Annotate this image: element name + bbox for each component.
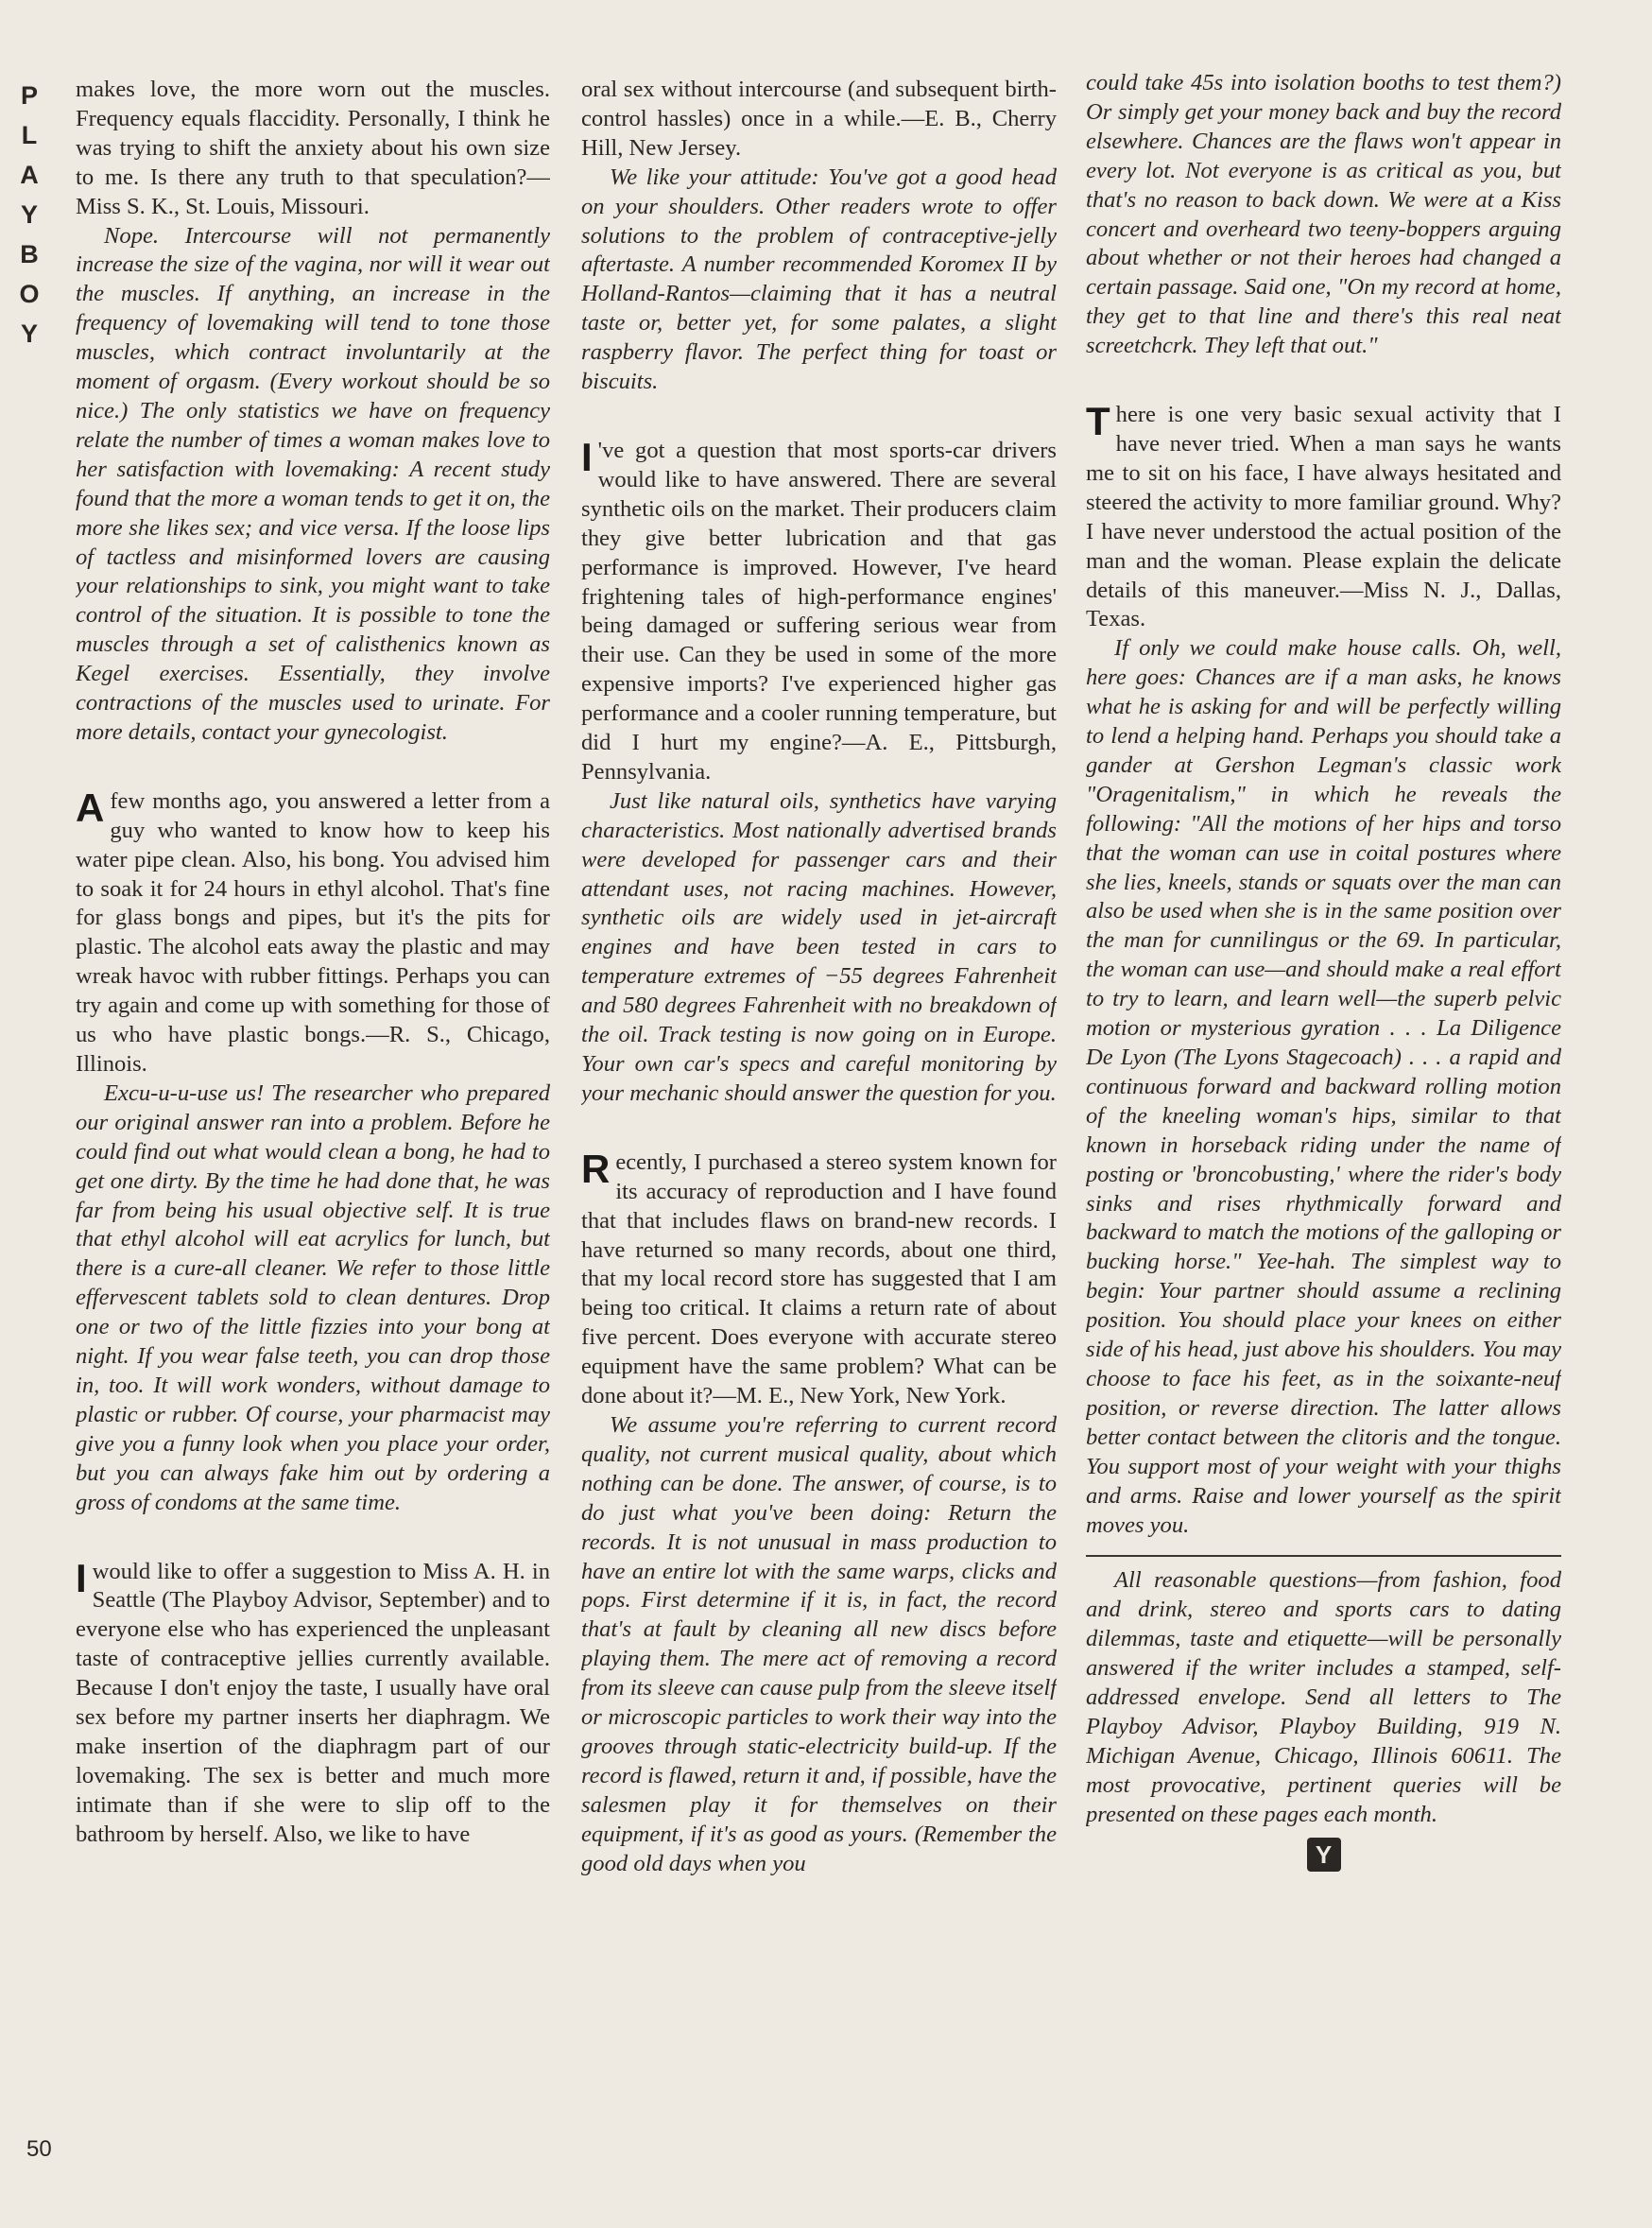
letter-body: ecently, I purchased a stereo system known for its accuracy of reproduction and I have found that that includes flaws on brand-new records. I have returned so many records, about one third, that my local record store has suggested that I am being too critical. It claims a return rate of about five percent. Does everyone with accurate stereo equipment have the same problem? What can be done about it?—M. E., New York, New York.: [581, 1149, 1057, 1409]
letter-body: would like to offer a suggestion to Miss A. H. in Seattle (The Playboy Advisor, September) and to everyone else who has experienced the unpleasant taste of contraceptive jellies currently available. Because I don't enjoy the taste, I usually have oral sex before my partner inserts her diaphragm. We make insertion of the diaphragm part of our lovemaking. The sex is better and much more intimate than if she were to slip off to the bathroom by herself. Also, we like to have: [76, 1558, 550, 1847]
drop-cap: I: [76, 1555, 87, 1600]
answer-continuation: could take 45s into isolation booths to test them?) Or simply get your money back and buy the record elsewhere. Chances are the flaws won't appear in every lot. Not everyone is as critical as you, but that's no reason to back down. We were at a Kiss concert and overheard two teeny-boppers arguing about whether or not their heroes had changed a certain passage. Said one, "On my record at home, they get to that line and there's this real neat screetchcrk. They left that out.": [1086, 70, 1561, 359]
text-column-3: [1086, 69, 1561, 2168]
advisor-answer: Excu-u-u-use us! The researcher who prepared our original answer ran into a problem. Before he could find out what would clean a bong, he had to get one dirty. By the time he had done that, he was far from being his usual objective self. It is true that ethyl alcohol will eat acrylics for lunch, but there is a cure-all cleaner. We refer to those little effervescent tablets sold to clean dentures. Drop one or two of the little fizzies into your bong at night. If you wear false teeth, you can drop those in, too. It will work wonders, without damage to plastic or rubber. Of course, your pharmacist may give you a funny look when you place your order, but you can always fake him out by ordering a gross of condoms at the same time.: [76, 1079, 550, 1515]
end-mark-icon: Y: [1307, 1838, 1341, 1872]
running-head-letter: P: [20, 81, 38, 110]
running-head-letter: O: [19, 280, 40, 308]
advisor-answer: If only we could make house calls. Oh, well, here goes: Chances are if a man asks, he knows what he is asking for and will be perfectly willing to lend a helping hand. Perhaps you should take a gander at Gershon Legman's classic work "Oragenitalism," in which he reveals the following: "All the motions of her hips and torso that the woman can use in coital postures where she lies, kneels, stands or squats over the man can also be used when she is in the same position over the man for cunnilingus or the 69. In particular, the woman can use—and should make a real effort to try to learn, and learn well—the superb pelvic motion or mysterious gyration . . . La Diligence De Lyon (The Lyons Stagecoach) . . . a rapid and continuous forward and backward rolling motion of the kneeling woman's hips, similar to that known in horseback riding under the name of posting or 'broncobusting,' where the rider's body sinks and rises rhythmically forward and backward to match the motions of the galloping or bucking horse." Yee-hah. The simplest way to begin: Your partner should assume a reclining position. You should place your knees on either side of his head, just above his shoulders. You may choose to face his feet, as in the soixante-neuf position, or reverse direction. The latter allows better contact between the clitoris and the tongue. You support most of your weight with your thighs and arms. Raise and lower yourself as the spirit moves you.: [1086, 635, 1561, 1538]
reader-letter: [581, 1146, 1057, 1411]
advisor-answer: We assume you're referring to current record quality, not current musical quality, about which nothing can be done. The answer, of course, is to do just what you've been doing: Return the records. It is not unusual in mass production to have an entire lot with the same warps, clicks and pops. First determine if it is, in fact, the record that's at fault by cleaning all new discs before playing them. The mere act of removing a record from its sleeve can cause pulp from the sleeve itself or microscopic particles to work their way into the grooves through static-electricity build-up. If the record is flawed, return it and, if possible, have the salesmen play it for themselves on their equipment, if it's as good as yours. (Remember the good old days when you: [581, 1411, 1057, 1876]
drop-cap: A: [76, 785, 105, 830]
running-head-letter: Y: [20, 200, 38, 229]
drop-cap: I: [581, 434, 593, 479]
running-head-letter: A: [20, 161, 39, 189]
section-rule: [1086, 1555, 1561, 1557]
advisor-answer: Just like natural oils, synthetics have varying characteristics. Most nationally advertised brands were developed for passenger cars and their attendant uses, not racing machines. However, synthetic oils are widely used in jet-aircraft engines and have been tested in cars to temperature extremes of −55 degrees Fahrenheit and 580 degrees Fahrenheit with no breakdown of the oil. Track testing is now going on in Europe. Your own car's specs and careful monitoring by your mechanic should answer the question for you.: [581, 787, 1057, 1106]
reader-letter: [76, 787, 550, 1079]
text-column-2: [581, 76, 1057, 2174]
page-number: 50: [26, 2136, 52, 2162]
letter-body: here is one very basic sexual activity that I have never tried. When a man says he wants me to sit on his face, I have always hesitated and steered the activity to more familiar ground. Why? I have never understood the actual position of the man and the woman. Please explain the delicate details of this maneuver.—Miss N. J., Dallas, Texas.: [1086, 402, 1561, 632]
closing-note: All reasonable questions—from fashion, food and drink, stereo and sports cars to dating dilemmas, taste and etiquette—will be personally answered if the writer includes a stamped, self-addressed envelope. Send all letters to The Playboy Advisor, Playboy Building, 919 N. Michigan Avenue, Chicago, Illinois 60611. The most provocative, pertinent queries will be presented on these pages each month.: [1086, 1567, 1561, 1827]
running-head-letter: B: [20, 240, 39, 268]
reader-letter: [1086, 401, 1561, 634]
reader-letter: [581, 434, 1057, 787]
letter-continuation: makes love, the more worn out the muscles. Frequency equals flaccidity. Personally, I think he was trying to shift the anxiety about his own size to me. Is there any truth to that speculation?—Miss S. K., St. Louis, Missouri.: [76, 77, 550, 219]
advisor-answer: Nope. Intercourse will not permanently increase the size of the vagina, nor will it wear out the muscles. If anything, an increase in the frequency of lovemaking will tend to tone those muscles, which contract involuntarily at the moment of orgasm. (Every workout should be so nice.) The only statistics we have on frequency relate the number of times a woman makes love to her satisfaction with lovemaking: A recent study found that the more a woman tends to get it on, the more she likes sex; and vice versa. If the loose lips of tactless and misinformed lovers are causing your relationships to sink, you might want to take control of the situation. It is possible to tone the muscles through a set of calisthenics known as Kegel exercises. Essentially, they involve contractions of the muscles used to urinate. For more details, contact your gynecologist.: [76, 222, 550, 745]
running-head-letter: Y: [20, 320, 38, 348]
letter-body: 've got a question that most sports-car drivers would like to have answered. There are several synthetic oils on the market. Their producers claim they give better lubrication and that gas performance is improved. However, I've heard frightening tales of high-performance engines' being damaged or suffering serious wear from their use. Can they be used in some of the more expensive imports? I've experienced higher gas performance and a cooler running temperature, but did I hurt my engine?—A. E., Pittsburgh, Pennsylvania.: [581, 437, 1057, 785]
letter-body: few months ago, you answered a letter from a guy who wanted to know how to keep his water pipe clean. Also, his bong. You advised him to soak it for 24 hours in ethyl alcohol. That's fine for glass bongs and pipes, but it's the pits for plastic. The alcohol eats away the plastic and may wreak havoc with rubber fittings. Perhaps you can try again and come up with something for those of us who have plastic bongs.—R. S., Chicago, Illinois.: [76, 787, 550, 1077]
running-head-letter: L: [21, 121, 38, 149]
running-head: [13, 76, 45, 354]
drop-cap: R: [581, 1146, 611, 1191]
reader-letter: [76, 1555, 550, 1850]
advisor-answer: We like your attitude: You've got a good head on your shoulders. Other readers wrote to offer solutions to the problem of contraceptive-jelly aftertaste. A number recommended Koromex II by Holland-Rantos—claiming that it has a neutral taste or, better yet, for some palates, a slight raspberry flavor. The perfect thing for toast or biscuits.: [581, 164, 1057, 395]
drop-cap: T: [1086, 399, 1110, 444]
letter-continuation: oral sex without intercourse (and subsequent birth-control hassles) once in a while.—E. B., Cherry Hill, New Jersey.: [581, 77, 1057, 161]
text-column-1: [76, 76, 550, 2174]
